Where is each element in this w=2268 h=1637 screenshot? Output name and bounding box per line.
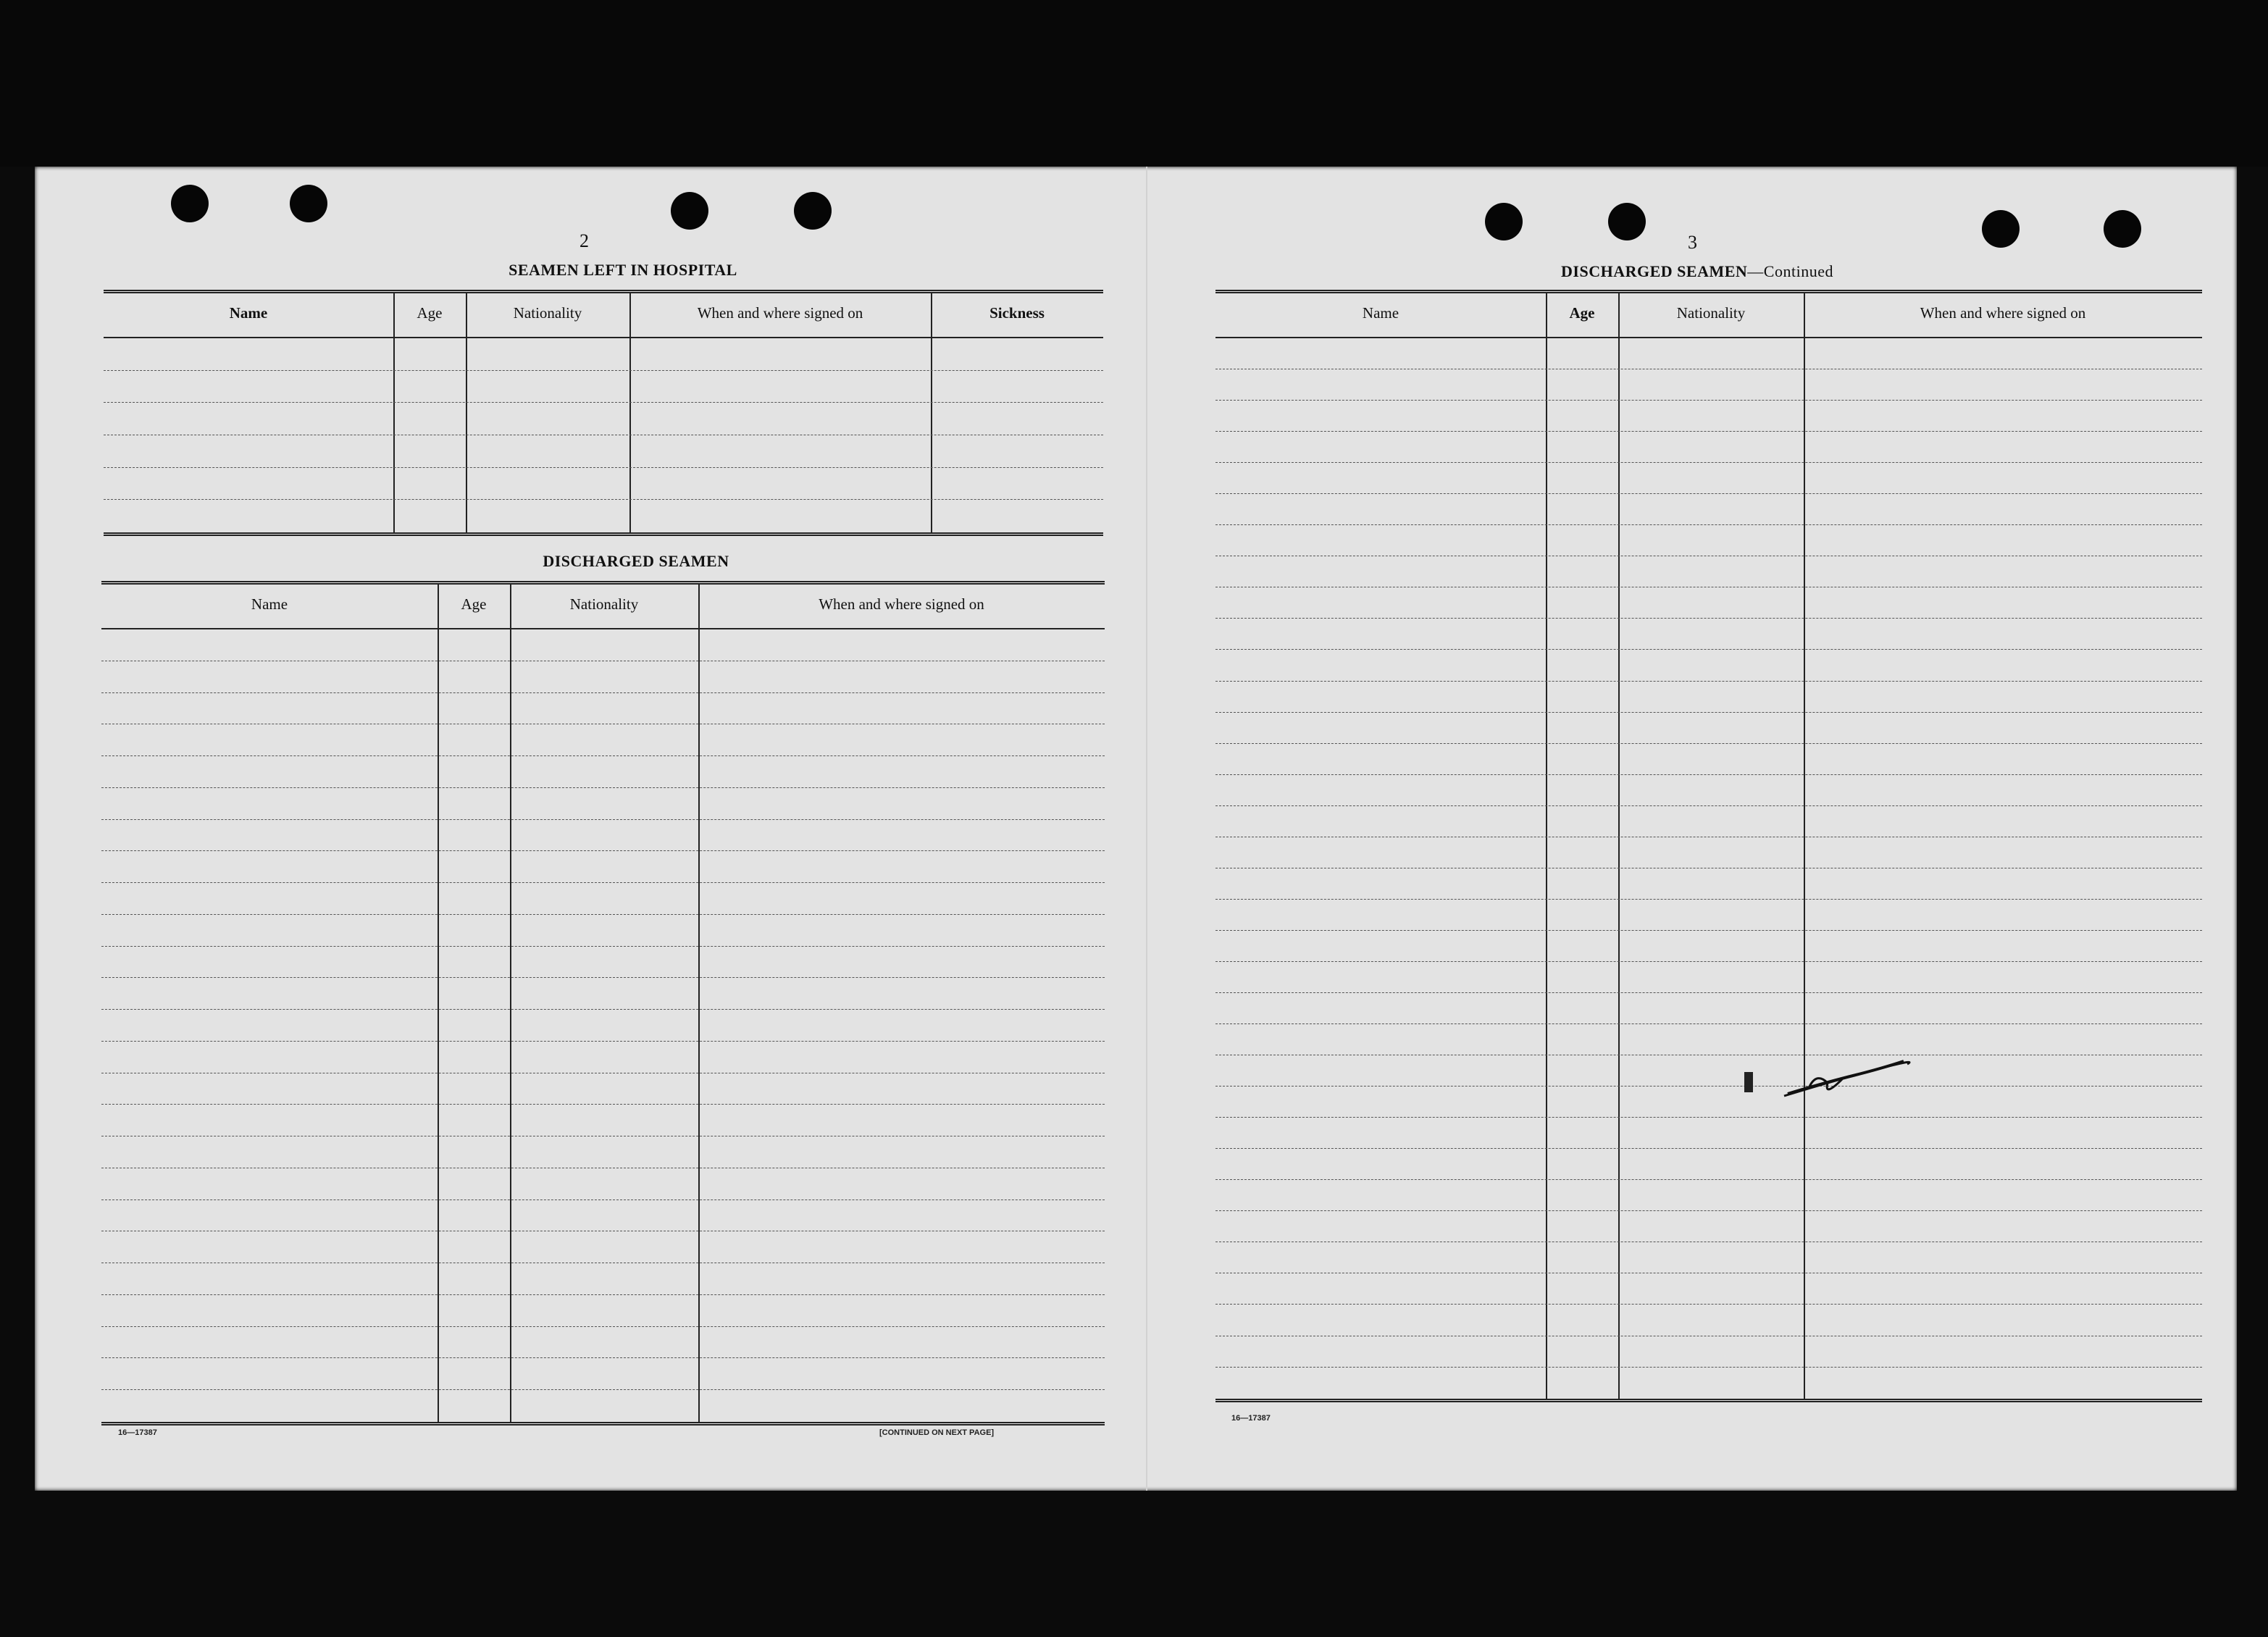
column-header-age: Age: [1569, 304, 1595, 322]
table-row: [1215, 1211, 2202, 1242]
table-row: [101, 1136, 1105, 1168]
crossed-stamp-mark: [1744, 1054, 1911, 1105]
table-row: [1215, 931, 2202, 962]
column-header-signed-on: When and where signed on: [697, 304, 863, 322]
table-row: [101, 788, 1105, 820]
discharged-continued-title: [1407, 262, 1987, 281]
table-row: [1215, 868, 2202, 900]
table-row: [1215, 1336, 2202, 1368]
table-row: [101, 629, 1105, 661]
punch-hole: [2104, 210, 2141, 248]
table-row: [104, 468, 1103, 501]
form-code-right: 16—17387: [1231, 1414, 1271, 1423]
table-row: [1215, 338, 2202, 369]
table-row: [101, 1295, 1105, 1327]
table-row: [101, 851, 1105, 883]
table-row: [1215, 1273, 2202, 1305]
table-row: [1215, 619, 2202, 650]
hospital-table-header: [104, 293, 1103, 338]
table-row: [1215, 806, 2202, 837]
table-row: [101, 1390, 1105, 1422]
table-row: [1215, 1118, 2202, 1149]
table-row: [101, 661, 1105, 693]
discharged-table-header: [101, 585, 1105, 629]
table-row: [101, 978, 1105, 1010]
table-row: [104, 338, 1103, 371]
table-row: [101, 1200, 1105, 1232]
column-header-name: Name: [1362, 304, 1399, 322]
table-row: [101, 915, 1105, 947]
discharged-section-title: DISCHARGED SEAMEN: [543, 552, 729, 570]
table-row: [1215, 1368, 2202, 1399]
punch-hole: [1608, 203, 1646, 240]
table-row: [1215, 1149, 2202, 1180]
table-row: [1215, 1055, 2202, 1087]
punch-hole: [171, 185, 209, 222]
title-suffix: —Continued: [1747, 262, 1833, 280]
punch-hole: [671, 192, 708, 230]
page-fold: [1146, 167, 1147, 1491]
table-row: [1215, 587, 2202, 619]
column-header-name: Name: [251, 595, 288, 613]
page-number-left: 2: [579, 230, 589, 251]
table-row: [1215, 713, 2202, 744]
table-row: [1215, 401, 2202, 432]
table-row: [104, 403, 1103, 435]
hospital-section-title: SEAMEN LEFT IN HOSPITAL: [509, 261, 737, 279]
scan-edge: [0, 0, 2268, 167]
table-row: [101, 693, 1105, 725]
column-header-nationality: Nationality: [569, 595, 639, 613]
column-header-age: Age: [417, 304, 443, 322]
discharged-table-right: [1215, 290, 2202, 1402]
column-header-signed-on: When and where signed on: [1920, 304, 2086, 322]
table-row: [101, 1073, 1105, 1105]
table-row: [1215, 369, 2202, 401]
table-row: [1215, 744, 2202, 775]
column-header-name: Name: [229, 304, 268, 322]
table-row: [101, 1010, 1105, 1042]
discharged-table-left: [101, 581, 1105, 1425]
table-row: [1215, 1242, 2202, 1273]
table-row: [101, 756, 1105, 788]
table-row: [101, 1042, 1105, 1073]
table-row: [1215, 463, 2202, 494]
punch-hole: [1485, 203, 1523, 240]
column-header-sickness: Sickness: [989, 304, 1045, 322]
column-header-nationality: Nationality: [1676, 304, 1746, 322]
table-row: [101, 1168, 1105, 1200]
table-row: [1215, 650, 2202, 681]
table-row: [1215, 1087, 2202, 1118]
table-row: [1215, 837, 2202, 868]
column-header-nationality: Nationality: [513, 304, 582, 322]
table-row: [1215, 1180, 2202, 1211]
document-page: [35, 167, 2237, 1491]
column-header-age: Age: [461, 595, 487, 613]
table-row: [1215, 1305, 2202, 1336]
table-row: [1215, 962, 2202, 993]
table-row: [104, 371, 1103, 403]
table-row: [104, 435, 1103, 468]
table-row: [1215, 1024, 2202, 1055]
form-code-left: 16—17387: [118, 1428, 157, 1437]
hospital-table: [104, 290, 1103, 536]
discharged-table-rows: [1215, 338, 2202, 1399]
table-row: [104, 500, 1103, 532]
table-row: [1215, 775, 2202, 806]
punch-hole: [1982, 210, 2020, 248]
table-row: [101, 1358, 1105, 1390]
table-row: [1215, 900, 2202, 931]
table-row: [1215, 993, 2202, 1024]
discharged-table-header: [1215, 293, 2202, 338]
punch-hole: [794, 192, 832, 230]
discharged-table-rows: [101, 629, 1105, 1422]
table-row: [101, 724, 1105, 756]
title-text: DISCHARGED SEAMEN: [1561, 262, 1748, 280]
table-row: [1215, 525, 2202, 556]
table-row: [101, 1231, 1105, 1263]
table-row: [1215, 682, 2202, 713]
punch-hole: [290, 185, 327, 222]
column-header-signed-on: When and where signed on: [819, 595, 984, 613]
table-row: [101, 883, 1105, 915]
hospital-table-rows: [104, 338, 1103, 532]
page-number-right: 3: [1688, 232, 1697, 253]
table-row: [1215, 432, 2202, 463]
table-row: [1215, 556, 2202, 587]
table-row: [1215, 494, 2202, 525]
continued-note: [CONTINUED ON NEXT PAGE]: [879, 1428, 995, 1437]
table-row: [101, 1327, 1105, 1359]
table-row: [101, 947, 1105, 979]
table-row: [101, 820, 1105, 852]
table-row: [101, 1263, 1105, 1295]
table-row: [101, 1105, 1105, 1136]
